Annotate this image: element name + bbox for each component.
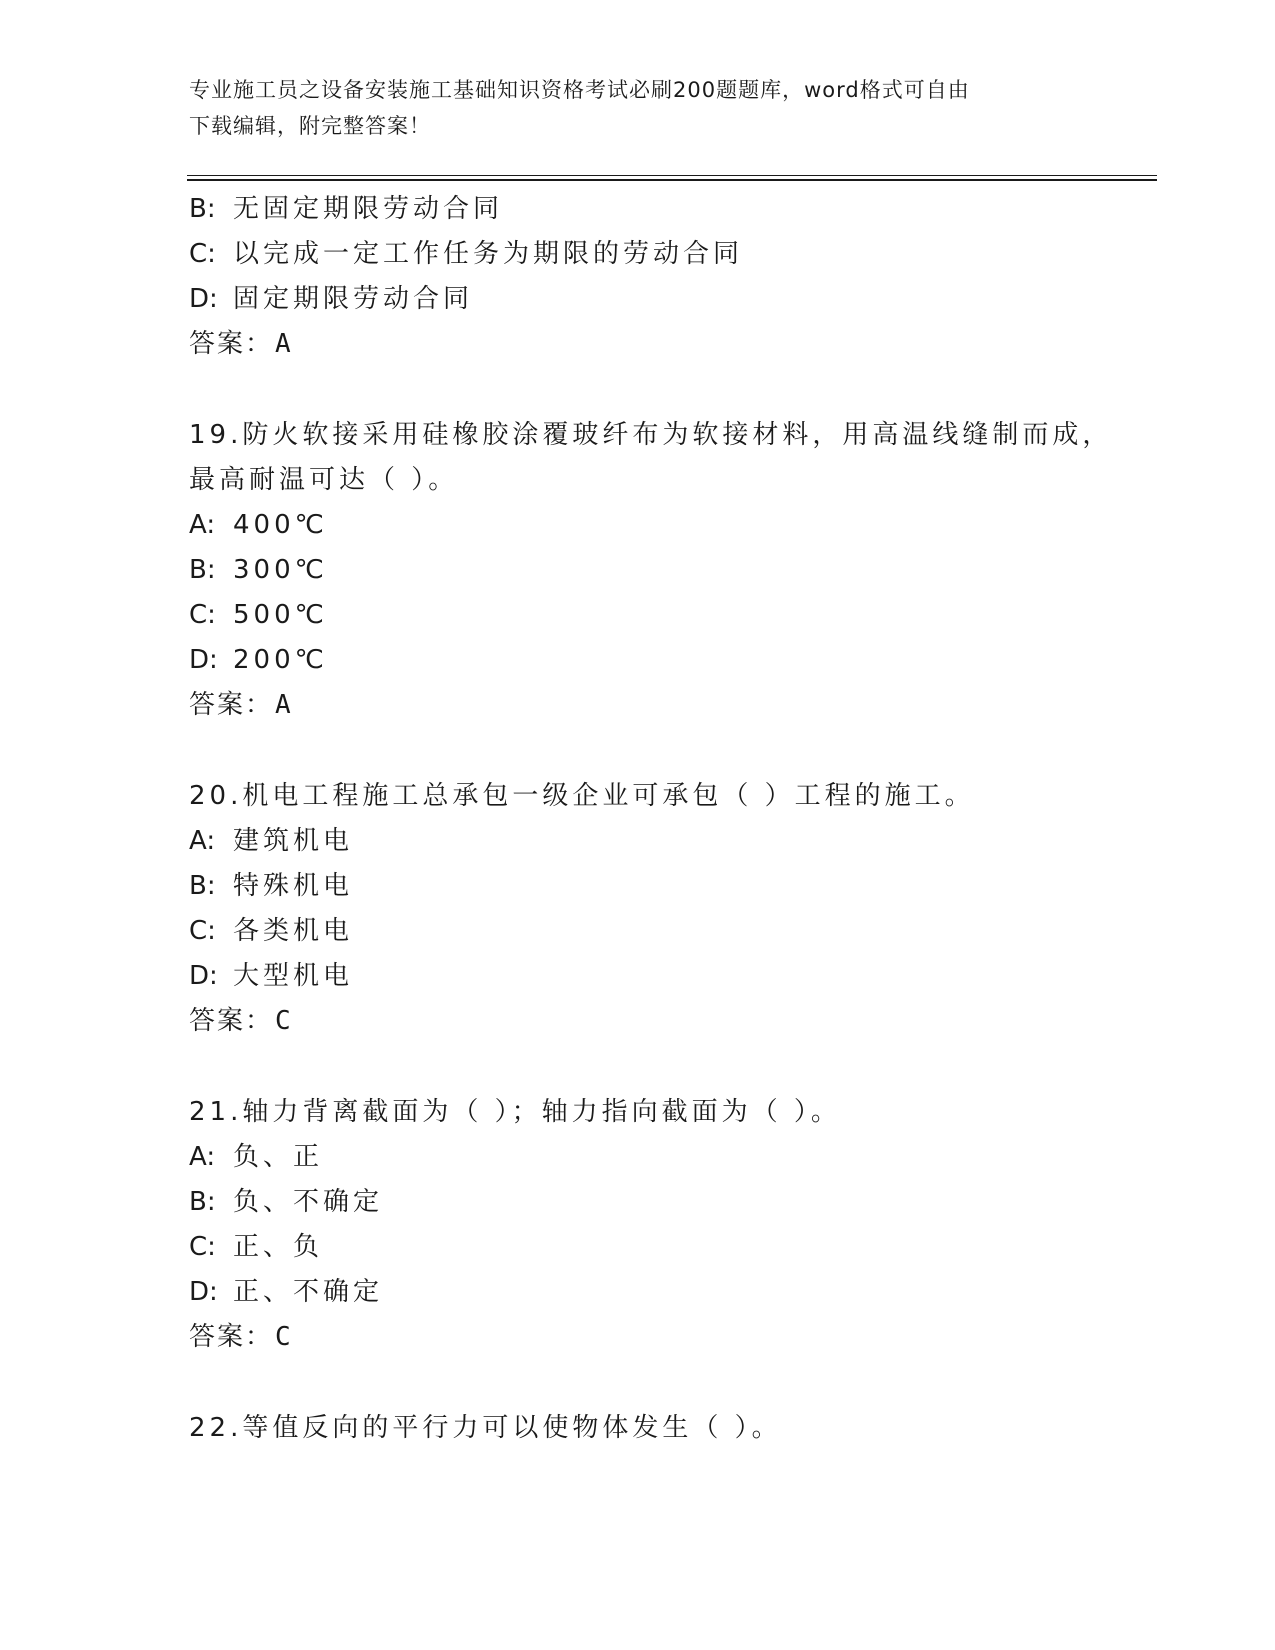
q19-option-a [189, 508, 328, 542]
option-label: C: [189, 1232, 216, 1262]
q19-option-b [189, 553, 328, 587]
option-text: 500℃ [233, 600, 328, 630]
header-line-1: 专业施工员之设备安装施工基础知识资格考试必刷200题题库，word格式可自由 [189, 78, 970, 102]
q19-stem-line-2: 最高耐温可达（ ）。 [189, 465, 459, 495]
header-rule-bottom [187, 179, 1157, 181]
q19-answer [189, 688, 293, 722]
option-text: 以完成一定工作任务为期限的劳动合同 [233, 239, 744, 269]
answer-label: 答案： [189, 1006, 274, 1036]
option-text: 负、不确定 [233, 1187, 384, 1217]
q19-stem-line-1: 19.防火软接采用硅橡胶涂覆玻纤布为软接材料，用高温线缝制而成， [189, 420, 1113, 450]
option-label: C: [189, 600, 216, 630]
option-label: A: [189, 510, 216, 540]
option-text: 正、负 [233, 1232, 324, 1262]
answer-label: 答案： [189, 329, 274, 359]
option-label: D: [189, 645, 218, 675]
q21-answer [189, 1320, 293, 1354]
q21-option-a [189, 1140, 323, 1174]
q19-option-c [189, 598, 328, 632]
q21-stem-line-1: 21.轴力背离截面为（ ）；轴力指向截面为（ ）。 [189, 1097, 841, 1127]
option-label: A: [189, 1142, 216, 1172]
q20-option-a [189, 824, 353, 858]
answer-value: C [275, 1006, 293, 1036]
option-text: 固定期限劳动合同 [233, 284, 474, 314]
answer-label: 答案： [189, 1322, 274, 1352]
answer-value: C [275, 1322, 293, 1352]
q20-stem-line-1: 20.机电工程施工总承包一级企业可承包（ ）工程的施工。 [189, 781, 975, 811]
option-text: 大型机电 [233, 961, 354, 991]
option-text: 正、不确定 [233, 1277, 384, 1307]
option-label: C: [189, 916, 216, 946]
option-text: 200℃ [233, 645, 328, 675]
option-text: 特殊机电 [233, 871, 354, 901]
q18-answer [189, 327, 293, 361]
option-text: 300℃ [233, 555, 328, 585]
q18-option-d [189, 282, 473, 316]
document-header [189, 72, 1089, 144]
header-rule-top [187, 175, 1157, 176]
option-label: B: [189, 555, 216, 585]
option-text: 建筑机电 [233, 826, 354, 856]
option-label: B: [189, 1187, 216, 1217]
header-line-2: 下载编辑，附完整答案！ [189, 114, 431, 138]
option-label: C: [189, 239, 216, 269]
option-text: 各类机电 [233, 916, 354, 946]
option-label: D: [189, 961, 218, 991]
option-label: D: [189, 284, 218, 314]
q20-option-d [189, 959, 353, 993]
option-text: 400℃ [233, 510, 328, 540]
option-label: D: [189, 1277, 218, 1307]
answer-label: 答案： [189, 690, 274, 720]
q18-option-b [189, 192, 503, 226]
q21-option-b [189, 1185, 383, 1219]
option-label: A: [189, 826, 216, 856]
q20-answer [189, 1004, 293, 1038]
q22-stem-line-1: 22.等值反向的平行力可以使物体发生（ ）。 [189, 1413, 782, 1443]
q21-option-c [189, 1230, 323, 1264]
q20-option-b [189, 869, 353, 903]
option-text: 负、正 [233, 1142, 324, 1172]
answer-value: A [275, 329, 293, 359]
option-label: B: [189, 194, 216, 224]
q18-option-c [189, 237, 743, 271]
option-text: 无固定期限劳动合同 [233, 194, 504, 224]
option-label: B: [189, 871, 216, 901]
q20-option-c [189, 914, 353, 948]
q19-option-d [189, 643, 328, 677]
answer-value: A [275, 690, 293, 720]
q21-option-d [189, 1275, 383, 1309]
